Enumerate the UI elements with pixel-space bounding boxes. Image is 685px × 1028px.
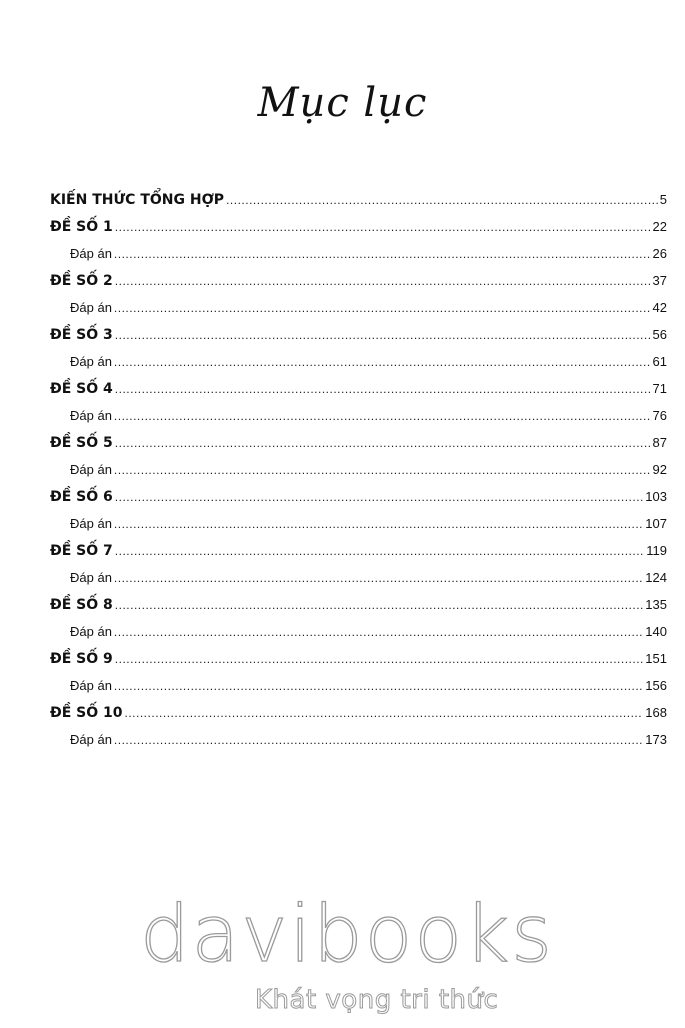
- toc-page-number: 22: [652, 219, 667, 234]
- toc-entry-label: Đáp án: [70, 246, 112, 261]
- toc-page-number: 56: [652, 327, 667, 342]
- toc-page-number: 76: [652, 408, 667, 423]
- toc-entry: [50, 213, 667, 240]
- toc-page-number: 107: [645, 516, 667, 531]
- toc-entry-label: Đáp án: [70, 624, 112, 639]
- toc-leader-dots: [114, 727, 643, 754]
- toc-subentry: [50, 618, 667, 645]
- toc-entry: [50, 483, 667, 510]
- toc-leader-dots: [114, 349, 651, 376]
- page-title: Mục lục: [257, 80, 428, 126]
- toc-entry: [50, 375, 667, 402]
- toc-subentry: [50, 402, 667, 429]
- watermark-slogan: Khát vọng tri thức: [255, 985, 499, 1015]
- toc-entry: [50, 591, 667, 618]
- toc-leader-dots: [115, 484, 644, 511]
- toc-page-number: 168: [645, 705, 667, 720]
- toc-entry-label: Đáp án: [70, 300, 112, 315]
- toc-entry: [50, 699, 667, 726]
- toc-leader-dots: [115, 376, 651, 403]
- toc-page-number: 124: [645, 570, 667, 585]
- toc-page-number: 173: [645, 732, 667, 747]
- toc-subentry: [50, 726, 667, 753]
- toc-subentry: [50, 564, 667, 591]
- toc-entry-label: KIẾN THỨC TỔNG HỢP: [50, 192, 225, 208]
- watermark-brand: davibooks: [140, 890, 554, 980]
- toc-page-number: 92: [652, 462, 667, 477]
- toc-leader-dots: [115, 214, 651, 241]
- toc-subentry: [50, 240, 667, 267]
- toc-leader-dots: [114, 457, 651, 484]
- toc-page-number: 156: [645, 678, 667, 693]
- toc-entry-label: ĐỀ SỐ 6: [50, 489, 113, 505]
- toc-leader-dots: [114, 619, 643, 646]
- toc-leader-dots: [114, 241, 651, 268]
- toc-entry: [50, 537, 667, 564]
- toc-entry-label: Đáp án: [70, 462, 112, 477]
- toc-leader-dots: [115, 430, 651, 457]
- toc-subentry: [50, 456, 667, 483]
- toc-page-number: 71: [652, 381, 667, 396]
- toc-leader-dots: [115, 538, 644, 565]
- toc-entry: [50, 429, 667, 456]
- toc-subentry: [50, 294, 667, 321]
- toc-page-number: 140: [645, 624, 667, 639]
- toc-entry: [50, 186, 667, 213]
- toc-entry-label: ĐỀ SỐ 4: [50, 381, 113, 397]
- toc-leader-dots: [114, 565, 643, 592]
- toc-leader-dots: [114, 403, 651, 430]
- toc-entry-label: ĐỀ SỐ 8: [50, 597, 113, 613]
- toc-subentry: [50, 348, 667, 375]
- toc-page-number: 42: [652, 300, 667, 315]
- toc-leader-dots: [115, 322, 651, 349]
- toc-leader-dots: [115, 646, 644, 673]
- toc-entry: [50, 645, 667, 672]
- toc-leader-dots: [115, 592, 644, 619]
- toc-page-number: 61: [652, 354, 667, 369]
- toc-page-number: 87: [652, 435, 667, 450]
- toc-entry: [50, 321, 667, 348]
- toc-leader-dots: [125, 700, 644, 727]
- toc-page-number: 26: [652, 246, 667, 261]
- toc-page-number: 151: [645, 651, 667, 666]
- toc-page-number: 103: [645, 489, 667, 504]
- table-of-contents: [50, 186, 667, 753]
- toc-page-number: 119: [646, 543, 667, 558]
- toc-entry-label: ĐỀ SỐ 9: [50, 651, 113, 667]
- toc-entry-label: Đáp án: [70, 516, 112, 531]
- toc-leader-dots: [226, 187, 658, 214]
- toc-leader-dots: [114, 511, 643, 538]
- toc-subentry: [50, 510, 667, 537]
- toc-entry-label: ĐỀ SỐ 5: [50, 435, 113, 451]
- toc-entry-label: Đáp án: [70, 354, 112, 369]
- toc-entry-label: ĐỀ SỐ 7: [50, 543, 113, 559]
- toc-leader-dots: [114, 295, 651, 322]
- toc-leader-dots: [114, 673, 643, 700]
- toc-leader-dots: [115, 268, 651, 295]
- toc-entry-label: ĐỀ SỐ 3: [50, 327, 113, 343]
- toc-page-number: 37: [652, 273, 667, 288]
- toc-entry-label: Đáp án: [70, 570, 112, 585]
- toc-page-number: 5: [659, 192, 667, 207]
- toc-entry-label: ĐỀ SỐ 2: [50, 273, 113, 289]
- toc-entry-label: Đáp án: [70, 408, 112, 423]
- toc-subentry: [50, 672, 667, 699]
- toc-entry-label: Đáp án: [70, 732, 112, 747]
- toc-entry-label: Đáp án: [70, 678, 112, 693]
- toc-page-number: 135: [645, 597, 667, 612]
- toc-entry: [50, 267, 667, 294]
- toc-entry-label: ĐỀ SỐ 10: [50, 705, 123, 721]
- toc-entry-label: ĐỀ SỐ 1: [50, 219, 113, 235]
